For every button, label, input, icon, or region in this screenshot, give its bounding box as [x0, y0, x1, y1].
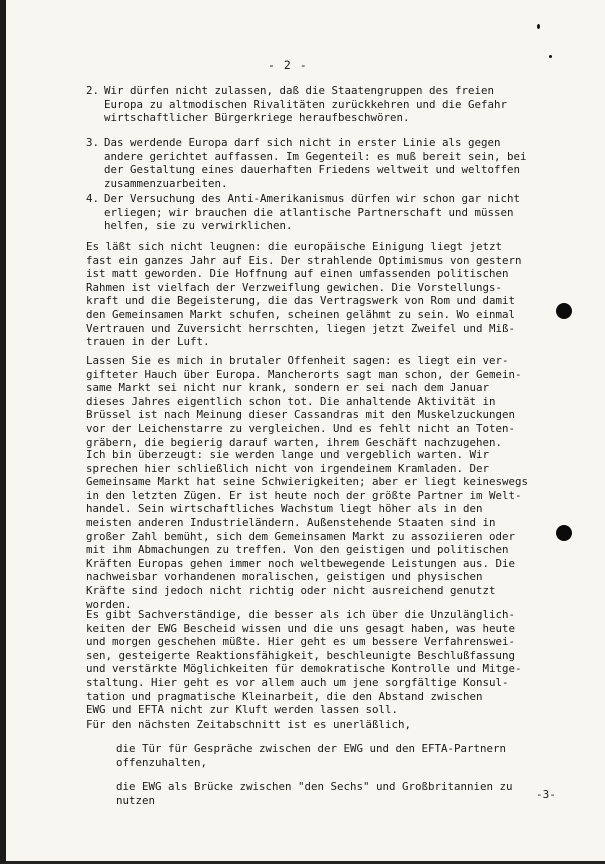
text-line: Kräften Europas gehen immer noch weltbewegende Leistungen aus. Die — [86, 556, 516, 570]
next-page-marker: -3- — [536, 788, 556, 801]
text-line: sprechen hier schließlich nicht von irgendeinem Kramladen. Der — [86, 461, 490, 475]
list-item-number: 3. — [86, 136, 100, 149]
text-line: die Tür für Gespräche zwischen der EWG und den EFTA-Partnern — [116, 742, 507, 755]
text-line: und verstärkte Möglichkeiten für demokratische Kontrolle und Mitge- — [86, 662, 522, 676]
paragraph — [86, 240, 576, 349]
text-line: Wir dürfen nicht zulassen, daß die Staatengruppen des freien — [104, 84, 495, 97]
text-line: fast ein ganzes Jahr auf Eis. Der strahlende Optimismus von gestern — [86, 253, 522, 267]
text-line: Rahmen ist vielfach der Verzweiflung gewichen. Die Vorstellungs- — [86, 280, 503, 294]
text-line: Der Versuchung des Anti-Amerikanismus dürfen wir schon gar nicht — [104, 192, 521, 205]
paragraph — [86, 354, 576, 449]
text-line: Ich bin überzeugt: sie werden lange und vergeblich warten. Wir — [86, 448, 490, 461]
text-line: Es läßt sich nicht leugnen: die europäische Einigung liegt jetzt — [86, 240, 503, 253]
indented-item — [116, 742, 566, 769]
text-line: gifteter Hauch über Europa. Mancherorts sagt man schon, der Gemein- — [86, 367, 522, 381]
page-number: - 2 - — [268, 58, 308, 72]
text-line: gräbern, die begierig darauf warten, ihrem Geschäft nachzugehen. — [86, 435, 503, 449]
text-line: Es gibt Sachverständige, die besser als ich über die Unzulänglich- — [86, 608, 516, 621]
paragraph — [86, 448, 576, 611]
text-line: meisten anderen Industrieländern. Außenstehende Staaten sind in — [86, 515, 496, 529]
text-line: trauen in der Luft. — [86, 335, 210, 349]
text-line: Für den nächsten Zeitabschnitt ist es unerläßlich, — [86, 718, 412, 731]
text-line: Kräfte sind jedoch nicht richtig oder nicht ausreichend genutzt — [86, 583, 496, 597]
text-line: wirtschaftlicher Bürgerkriege heraufbeschwören. — [104, 111, 410, 125]
indented-item — [116, 780, 566, 807]
text-line: zusammenzuarbeiten. — [104, 176, 228, 190]
text-line: Lassen Sie es mich in brutaler Offenheit sagen: es liegt ein ver- — [86, 354, 509, 367]
text-line: andere gerichtet auffassen. Im Gegenteil: es muß bereit sein, bei — [104, 149, 527, 163]
text-line: erliegen; wir brauchen die atlantische Partnerschaft und müssen — [104, 205, 514, 219]
ink-speck — [537, 24, 540, 29]
text-line: Europa zu altmodischen Rivalitäten zurückkehren und die Gefahr — [104, 97, 508, 111]
text-line: vor der Leichenstarre zu vergleichen. Und es fehlt nicht an Toten- — [86, 421, 516, 435]
text-line: Vertrauen und Zuversicht herrschten, liegen jetzt Zweifel und Miß- — [86, 321, 516, 335]
text-line: kraft und die Begeisterung, die das Vertragswerk von Rom und damit — [86, 294, 516, 308]
text-line: Das werdende Europa darf sich nicht in erster Linie als gegen — [104, 136, 501, 149]
text-line: offenzuhalten, — [116, 755, 208, 769]
list-item — [86, 192, 586, 233]
text-line: staltung. Hier geht es vor allem auch um jene sorgfältige Konsul- — [86, 675, 509, 689]
text-line: der Gestaltung eines dauerhaften Friedens weltweit und weltoffen — [104, 163, 521, 177]
text-line: EWG und EFTA nicht zur Kluft werden lassen soll. — [86, 703, 399, 717]
list-item — [86, 84, 586, 125]
list-item — [86, 136, 586, 190]
text-line: tation und pragmatische Kleinarbeit, die den Abstand zwischen — [86, 689, 483, 703]
text-line: ist matt geworden. Die Hoffnung auf einen umfassenden politischen — [86, 267, 509, 281]
text-line: worden. — [86, 597, 132, 611]
text-line: helfen, sie zu verwirklichen. — [104, 219, 293, 233]
text-line: sen, gesteigerte Reaktionsfähigkeit, beschleunigte Beschlußfassung — [86, 648, 516, 662]
text-line: same Markt sei nicht nur krank, sondern er sei nach dem Januar — [86, 381, 490, 395]
text-line: keiten der EWG Bescheid wissen und die uns gesagt haben, was heute — [86, 621, 516, 635]
text-line: dieses Jahres eigentlich schon tot. Die anhaltende Aktivität in — [86, 394, 496, 408]
paragraph — [86, 608, 576, 717]
text-line: Gemeinsame Markt hat seine Schwierigkeiten; aber er liegt keineswegs — [86, 475, 529, 489]
ink-speck — [549, 55, 552, 58]
text-line: die EWG als Brücke zwischen "den Sechs" und Großbritannien zu — [116, 780, 513, 793]
paragraph — [86, 718, 576, 732]
text-line: nutzen — [116, 793, 156, 807]
list-item-number: 2. — [86, 84, 100, 97]
list-item-number: 4. — [86, 192, 100, 205]
text-line: mit ihm Abmachungen zu treffen. Von den geistigen und politischen — [86, 543, 509, 557]
text-line: Brüssel ist nach Meinung dieser Cassandras mit den Muskelzuckungen — [86, 408, 516, 422]
text-line: nachweisbar vorhandenen moralischen, geistigen und physischen — [86, 570, 483, 584]
text-line: den Gemeinsamen Markt schufen, scheinen gelähmt zu sein. Wo einmal — [86, 307, 516, 321]
text-line: großer Zahl bemüht, sich dem Gemeinsamen Markt zu assoziieren oder — [86, 529, 516, 543]
text-line: in den letzten Zügen. Er ist heute noch der größte Partner im Welt- — [86, 488, 522, 502]
text-line: handel. Sein wirtschaftliches Wachstum liegt höher als in den — [86, 502, 483, 516]
text-line: und morgen geschehen müßte. Hier geht es um bessere Verfahrenswei- — [86, 635, 516, 649]
